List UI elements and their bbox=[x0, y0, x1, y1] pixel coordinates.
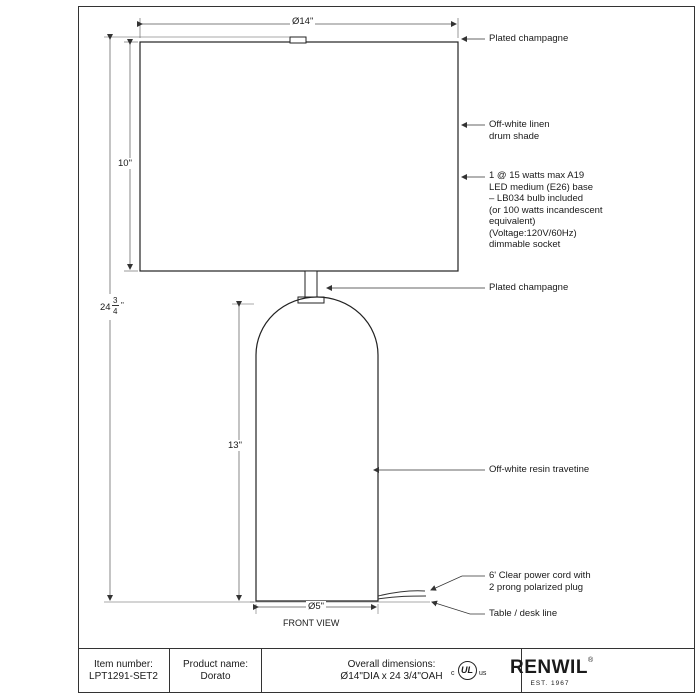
lamp-shade bbox=[140, 42, 458, 271]
callout-table: Table / desk line bbox=[489, 608, 558, 619]
leader-table bbox=[432, 602, 485, 614]
callout-cord bbox=[489, 570, 591, 593]
title-block bbox=[78, 648, 695, 693]
callout-neck: Plated champagne bbox=[489, 282, 569, 293]
leader-cord bbox=[431, 576, 485, 590]
overall-height-denominator: 4 bbox=[113, 307, 118, 316]
ul-us-mark: us bbox=[479, 670, 487, 677]
view-label: FRONT VIEW bbox=[283, 618, 340, 628]
callout-cord-line: 2 prong polarized plug bbox=[489, 581, 584, 593]
callout-bulb bbox=[489, 170, 603, 251]
item-number-cell bbox=[78, 649, 170, 693]
brand-name: RENWIL bbox=[510, 657, 588, 678]
callout-shade-line: drum shade bbox=[489, 130, 540, 142]
brand-established: EST. 1967 bbox=[530, 680, 570, 687]
callout-shade-line: Off-white linen bbox=[489, 119, 550, 130]
overall-dimensions-value: Ø14"DIA x 24 3/4"OAH bbox=[340, 671, 443, 682]
ul-mark: UL bbox=[461, 665, 473, 675]
ul-c-mark: c bbox=[451, 670, 455, 677]
product-name-value: Dorato bbox=[200, 671, 231, 682]
callout-bulb-line: (Voltage:120V/60Hz) bbox=[489, 227, 577, 239]
callout-bulb-line: LED medium (E26) base bbox=[489, 181, 594, 193]
ul-listed-icon bbox=[448, 659, 496, 683]
lamp-base-body bbox=[256, 297, 378, 601]
overall-dimensions-label: Overall dimensions: bbox=[347, 659, 436, 670]
item-number-label: Item number: bbox=[94, 659, 153, 670]
overall-height-whole: 24 bbox=[100, 302, 111, 313]
base-width-label: Ø5" bbox=[308, 601, 325, 612]
overall-height-numerator: 3 bbox=[113, 296, 118, 305]
power-cord-2 bbox=[378, 596, 426, 599]
base-height-label: 13" bbox=[228, 440, 242, 451]
product-name-label: Product name: bbox=[182, 659, 249, 670]
shade-height-label: 10" bbox=[118, 158, 132, 169]
callout-cord-line: 6' Clear power cord with bbox=[489, 570, 591, 581]
callout-bulb-line: (or 100 watts incandescent bbox=[489, 204, 603, 216]
callout-finial: Plated champagne bbox=[489, 33, 569, 44]
callout-bulb-line: – LB034 bulb included bbox=[489, 193, 584, 204]
registered-mark: ® bbox=[587, 657, 594, 664]
callout-bulb-line: equivalent) bbox=[489, 216, 536, 227]
callout-bulb-line: dimmable socket bbox=[489, 239, 561, 250]
callout-shade bbox=[489, 119, 550, 142]
power-cord bbox=[378, 591, 425, 596]
shade-width-label: Ø14" bbox=[292, 16, 314, 27]
overall-height-label: 24 3 4 " bbox=[100, 294, 126, 320]
renwil-logo bbox=[510, 657, 610, 687]
callout-body: Off-white resin travetine bbox=[489, 464, 590, 475]
finial bbox=[290, 37, 306, 43]
neck-collar bbox=[298, 297, 324, 303]
lamp-stem bbox=[305, 271, 317, 298]
product-name-cell bbox=[170, 649, 262, 693]
item-number-value: LPT1291-SET2 bbox=[89, 671, 158, 682]
callout-bulb-line: 1 @ 15 watts max A19 bbox=[489, 170, 585, 181]
